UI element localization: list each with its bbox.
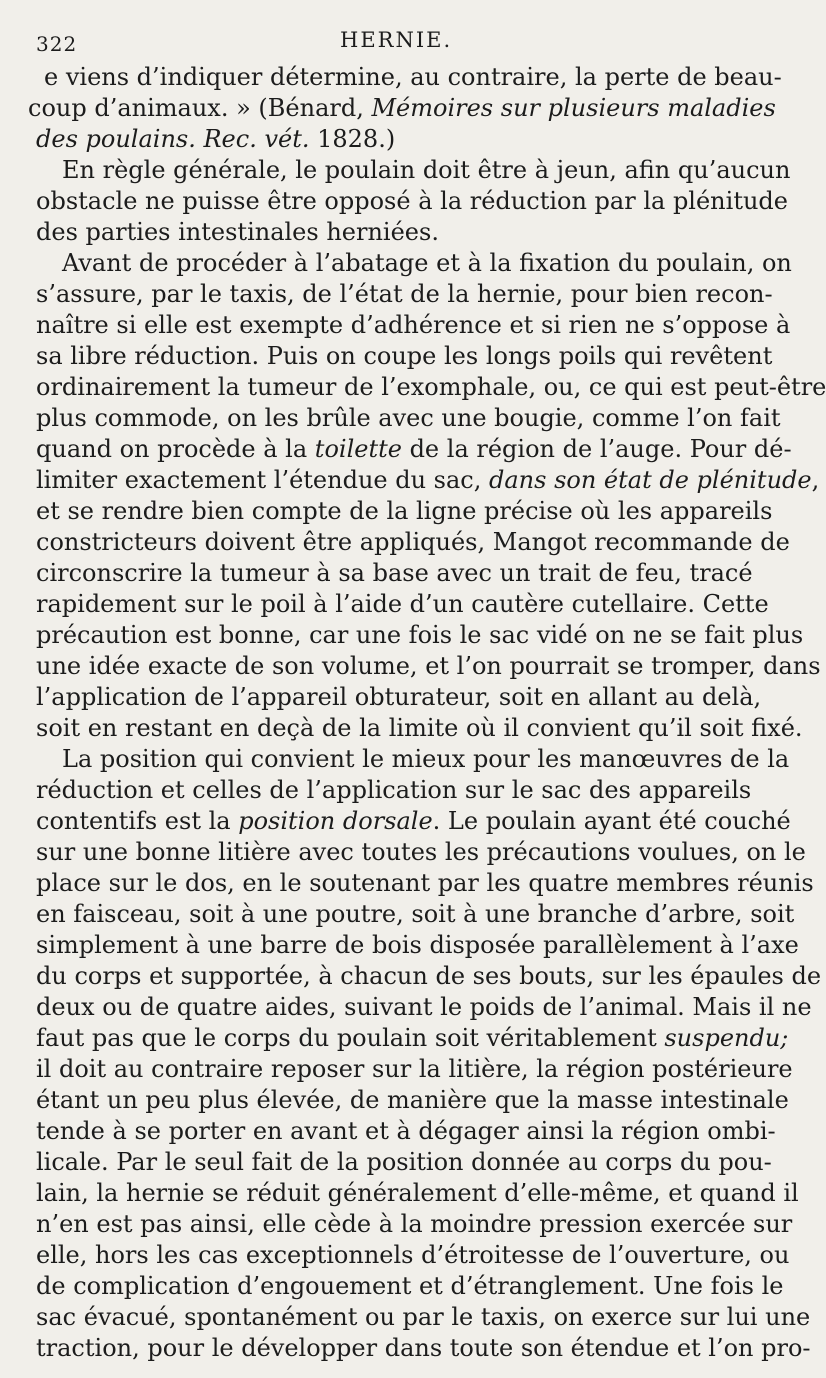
text-line: une idée exacte de son volume, et l’on pourrait se tromper, dans (36, 652, 821, 680)
text-line: quand on procède à la toilette de la région de l’auge. Pour dé- (36, 435, 792, 463)
text-line: deux ou de quatre aides, suivant le poids de l’animal. Mais il ne (36, 993, 812, 1021)
text-line: simplement à une barre de bois disposée parallèlement à l’axe (36, 931, 799, 959)
text-line: des poulains. Rec. vét. 1828.) (36, 125, 396, 153)
text-line: réduction et celles de l’application sur le sac des appareils (36, 776, 752, 804)
text-line: l’application de l’appareil obturateur, soit en allant au delà, (36, 683, 762, 711)
text-line: constricteurs doivent être appliqués, Mangot recommande de (36, 528, 790, 556)
text-line: coup d’animaux. » (Bénard, Mémoires sur plusieurs maladies (28, 94, 776, 122)
text-line: en faisceau, soit à une poutre, soit à une branche d’arbre, soit (36, 900, 795, 928)
text-line: et se rendre bien compte de la ligne précise où les appareils (36, 497, 773, 525)
italic-run: suspendu; (664, 1024, 789, 1052)
text-line: étant un peu plus élevée, de manière que la masse intestinale (36, 1086, 789, 1114)
text-line: sac évacué, spontanément ou par le taxis, on exerce sur lui une (36, 1303, 811, 1331)
text-line: tende à se porter en avant et à dégager ainsi la région ombi- (36, 1117, 776, 1145)
page-number: 322 (36, 32, 78, 56)
paragraph-first-line: La position qui convient le mieux pour les manœuvres de la (62, 745, 790, 773)
text-line: traction, pour le développer dans toute son étendue et l’on pro- (36, 1334, 811, 1362)
text-line: des parties intestinales herniées. (36, 218, 439, 246)
italic-run: position dorsale (238, 807, 433, 835)
text-line: obstacle ne puisse être opposé à la réduction par la plénitude (36, 187, 788, 215)
text-line: faut pas que le corps du poulain soit véritablement suspendu; (36, 1024, 789, 1052)
text-line: sa libre réduction. Puis on coupe les longs poils qui revêtent (36, 342, 773, 370)
italic-run: dans son état de plénitude (489, 466, 812, 494)
text-line: s’assure, par le taxis, de l’état de la hernie, pour bien recon- (36, 280, 773, 308)
text-line: naître si elle est exempte d’adhérence et si rien ne s’oppose à (36, 311, 791, 339)
text-line: licale. Par le seul fait de la position donnée au corps du pou- (36, 1148, 772, 1176)
text-line: il doit au contraire reposer sur la litière, la région postérieure (36, 1055, 793, 1083)
text-line: lain, la hernie se réduit généralement d’elle-même, et quand il (36, 1179, 799, 1207)
text-line: limiter exactement l’étendue du sac, dans son état de plénitude, (36, 466, 820, 494)
running-head (0, 18, 800, 58)
text-line: sur une bonne litière avec toutes les précautions voulues, on le (36, 838, 806, 866)
paragraph-first-line: En règle générale, le poulain doit être à jeun, afin qu’aucun (62, 156, 791, 184)
text-line: précaution est bonne, car une fois le sac vidé on ne se fait plus (36, 621, 804, 649)
running-title: HERNIE. (340, 28, 453, 52)
text-line: place sur le dos, en le soutenant par les quatre membres réunis (36, 869, 814, 897)
text-line: de complication d’engouement et d’étranglement. Une fois le (36, 1272, 784, 1300)
text-line: n’en est pas ainsi, elle cède à la moindre pression exercée sur (36, 1210, 793, 1238)
text-line: soit en restant en deçà de la limite où il convient qu’il soit fixé. (36, 714, 803, 742)
text-line: plus commode, on les brûle avec une bougie, comme l’on fait (36, 404, 781, 432)
text-line: circonscrire la tumeur à sa base avec un trait de feu, tracé (36, 559, 753, 587)
text-line: ordinairement la tumeur de l’exomphale, ou, ce qui est peut-être (36, 373, 826, 401)
italic-run: des poulains. Rec. vét. (36, 125, 310, 153)
text-line: rapidement sur le poil à l’aide d’un cautère cutellaire. Cette (36, 590, 769, 618)
paragraph-first-line: Avant de procéder à l’abatage et à la fixation du poulain, on (62, 249, 792, 277)
text-line: contentifs est la position dorsale. Le poulain ayant été couché (36, 807, 791, 835)
text-line: du corps et supportée, à chacun de ses bouts, sur les épaules de (36, 962, 822, 990)
text-line: elle, hors les cas exceptionnels d’étroitesse de l’ouverture, ou (36, 1241, 790, 1269)
text-line: e viens d’indiquer détermine, au contraire, la perte de beau- (44, 63, 782, 91)
italic-run: Mémoires sur plusieurs maladies (371, 94, 776, 122)
italic-run: toilette (314, 435, 402, 463)
